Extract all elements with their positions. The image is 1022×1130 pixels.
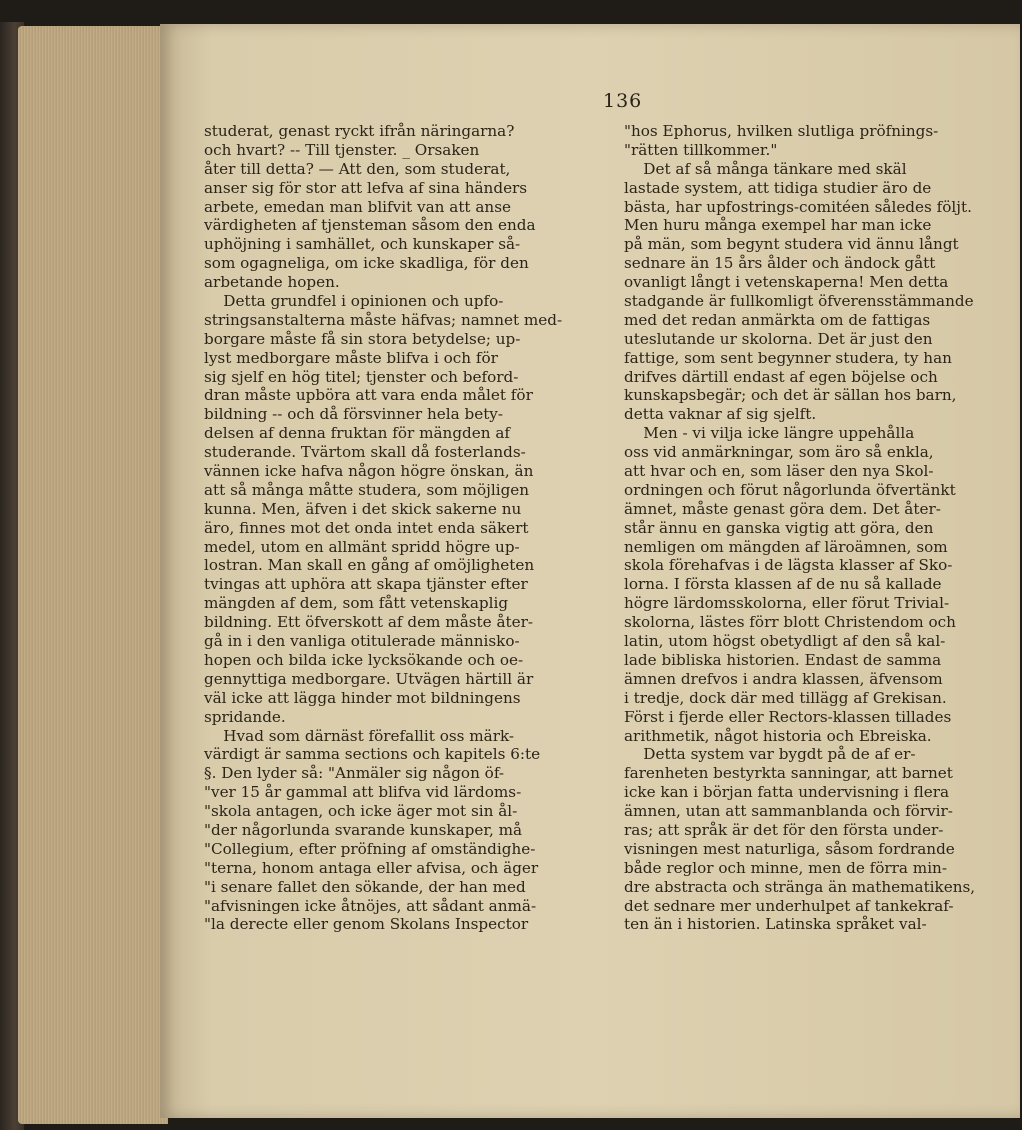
text-line: att hvar och en, som läser den nya Skol- (624, 462, 934, 481)
text-line: mängden af dem, som fått vetenskaplig (204, 594, 509, 613)
text-line: ämnen, utan att sammanblanda och förvir- (624, 802, 953, 821)
text-line: oss vid anmärkningar, som äro så enkla, (624, 443, 934, 462)
text-line: äro, finnes mot det onda intet enda säkert (204, 518, 529, 537)
text-line: ämnen drefvos i andra klassen, äfvensom (624, 669, 943, 688)
text-line: "hos Ephorus, hvilken slutliga pröfnings- (624, 122, 939, 140)
text-line: uteslutande ur skolorna. Det är just den (624, 329, 933, 348)
text-line: stringsanstalterna måste häfvas; namnet med- (204, 310, 563, 329)
text-line: nemligen om mängden af läroämnen, som (624, 537, 948, 556)
text-line: gennyttiga medborgare. Utvägen härtill är (204, 669, 534, 688)
text-line: studerat, genast ryckt ifrån näringarna? (204, 122, 515, 140)
text-line: spridande. (204, 707, 286, 726)
text-line: ordningen och förut någorlunda öfvertänkt (624, 480, 956, 499)
text-line: studerande. Tvärtom skall då fosterlands- (204, 443, 526, 462)
text-line: vännen icke hafva någon högre önskan, än (204, 462, 534, 481)
text-line: på män, som begynt studera vid ännu långt (624, 235, 959, 254)
text-line: ras; att språk är det för den första under- (624, 820, 944, 839)
text-line: ämnet, måste genast göra dem. Det åter- (624, 499, 941, 518)
text-line: Detta system var bygdt på de af er- (624, 745, 916, 764)
text-line: Detta grundfel i opinionen och upfo- (204, 292, 504, 311)
text-line: "Collegium, efter pröfning af omständighe- (204, 839, 536, 858)
text-line: väl icke att lägga hinder mot bildningens (204, 688, 521, 707)
text-line: med det redan anmärkta om de fattigas (624, 310, 931, 329)
text-line: bästa, har upfostrings-comitéen således följt. (624, 197, 972, 216)
text-line: Hvad som därnäst förefallit oss märk- (204, 726, 515, 745)
text-line: ten än i historien. Latinska språket val- (624, 915, 927, 934)
text-line: "der någorlunda svarande kunskaper, må (204, 820, 523, 839)
text-line: lade bibliska historien. Endast de samma (624, 650, 942, 669)
text-line: i tredje, dock där med tillägg af Grekisan. (624, 688, 947, 707)
text-line: bildning -- och då försvinner hela bety- (204, 405, 504, 424)
text-line: sednare än 15 års ålder och ändock gått (624, 254, 936, 273)
text-line: fattige, som sent begynner studera, ty han (624, 348, 952, 367)
text-line: uphöjning i samhället, och kunskaper så- (204, 235, 521, 254)
text-line: "ver 15 år gammal att blifva vid lärdoms- (204, 783, 522, 802)
text-line: delsen af denna fruktan för mängden af (204, 424, 511, 443)
text-line: "i senare fallet den sökande, der han med (204, 877, 526, 896)
text-line: Men huru många exempel har man icke (624, 216, 932, 235)
text-line: dre abstracta och stränga än mathematikens, (624, 877, 976, 896)
text-line: borgare måste få sin stora betydelse; up- (204, 329, 521, 348)
text-line: "afvisningen icke åtnöjes, att sådant anmä- (204, 896, 537, 915)
text-line: arbete, emedan man blifvit van att anse (204, 197, 511, 216)
text-line: som ogagneliga, om icke skadliga, för den (204, 254, 529, 273)
text-line: högre lärdomsskolorna, eller förut Trivial- (624, 594, 950, 613)
text-line: farenheten bestyrkta sanningar, att barnet (624, 764, 953, 783)
page-number: 136 (603, 90, 643, 112)
text-line: dran måste upböra att vara enda målet för (204, 386, 533, 405)
text-line: icke kan i början fatta undervisning i flera (624, 783, 950, 802)
text-line: lyst medborgare måste blifva i och för (204, 348, 498, 367)
text-line: skola förehafvas i de lägsta klasser af Sko- (624, 556, 953, 575)
text-line: "skola antagen, och icke äger mot sin ål- (204, 802, 518, 821)
page-stack-edges (18, 26, 168, 1124)
right-text-column (624, 122, 1016, 934)
text-line: kunskapsbegär; och det är sällan hos barn, (624, 386, 957, 405)
text-line: tvingas att uphöra att skapa tjänster efter (204, 575, 528, 594)
left-text-column (204, 122, 610, 934)
text-line: att så många måtte studera, som möjligen (204, 480, 530, 499)
text-line: detta vaknar af sig sjelft. (624, 405, 817, 424)
text-line: stadgande är fullkomligt öfverensstämmande (624, 292, 974, 311)
text-line: både reglor och minne, men de förra min- (624, 858, 947, 877)
text-line: skolorna, lästes förr blott Christendom och (624, 613, 956, 632)
text-line: står ännu en ganska vigtig att göra, den (624, 518, 934, 537)
text-line: och hvart? -- Till tjenster. _ Orsaken (204, 140, 480, 159)
text-line: latin, utom högst obetydligt af den så kal- (624, 632, 946, 651)
text-line: lostran. Man skall en gång af omöjligheten (204, 556, 535, 575)
text-line: Det af så många tänkare med skäl (624, 159, 907, 178)
text-line: §. Den lyder så: "Anmäler sig någon öf- (204, 764, 505, 783)
text-line: lorna. I första klassen af de nu så kallade (624, 575, 942, 594)
text-line: värdigheten af tjensteman såsom den enda (204, 216, 536, 235)
text-line: Först i fjerde eller Rectors-klassen tillades (624, 707, 952, 726)
text-line: Men - vi vilja icke längre uppehålla (624, 424, 915, 443)
text-line: det sednare mer underhulpet af tankekraf- (624, 896, 954, 915)
text-line: arithmetik, något historia och Ebreiska. (624, 726, 932, 745)
text-line: åter till detta? — Att den, som studerat, (204, 159, 511, 178)
text-line: drifves därtill endast af egen böjelse och (624, 367, 938, 386)
text-line: gå in i den vanliga otitulerade människo- (204, 632, 520, 651)
text-line: hopen och bilda icke lycksökande och oe- (204, 650, 524, 669)
text-line: medel, utom en allmänt spridd högre up- (204, 537, 520, 556)
text-line: kunna. Men, äfven i det skick sakerne nu (204, 499, 522, 518)
text-line: anser sig för stor att lefva af sina händers (204, 178, 528, 197)
text-line: "terna, honom antaga eller afvisa, och äger (204, 858, 539, 877)
text-line: ovanligt långt i vetenskaperna! Men detta (624, 273, 949, 292)
text-line: sig sjelf en hög titel; tjenster och beford- (204, 367, 519, 386)
text-line: visningen mest naturliga, såsom fordrande (624, 839, 955, 858)
text-line: bildning. Ett öfverskott af dem måste åter- (204, 613, 533, 632)
text-line: "rätten tillkommer." (624, 140, 778, 159)
text-line: arbetande hopen. (204, 273, 340, 292)
text-line: lastade system, att tidiga studier äro de (624, 178, 932, 197)
text-line: värdigt är samma sections och kapitels 6:te (204, 745, 541, 764)
text-line: "la derecte eller genom Skolans Inspector (204, 915, 529, 934)
